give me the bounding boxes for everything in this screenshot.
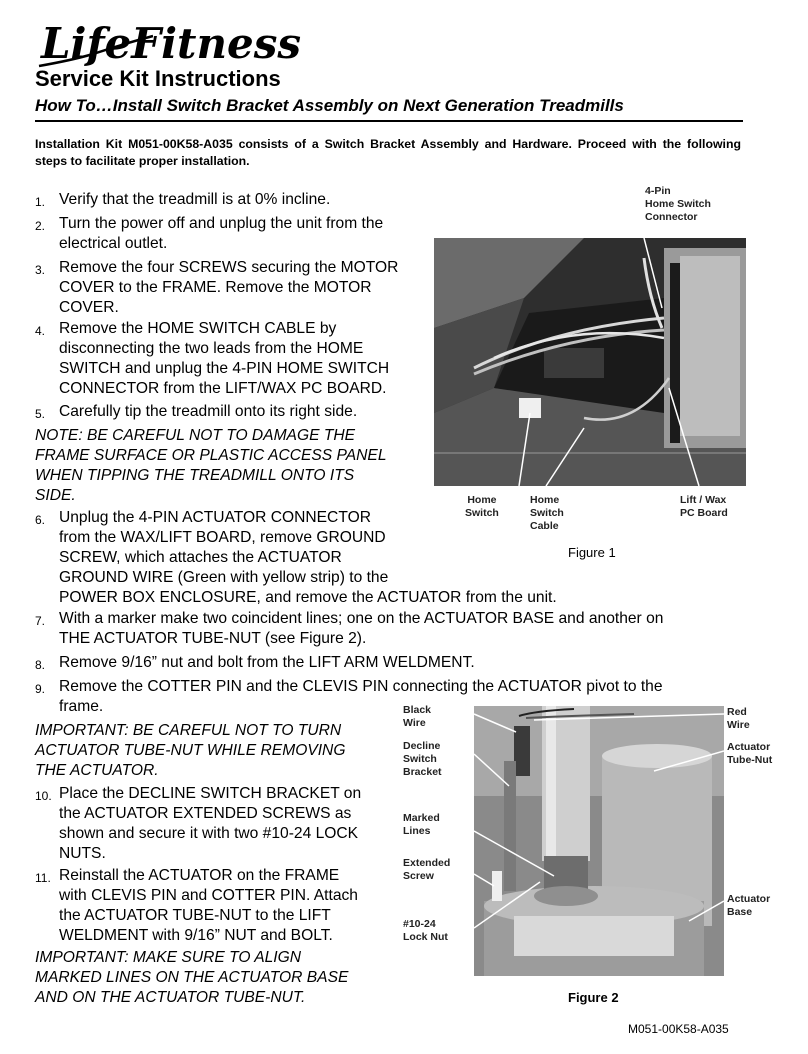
fig2-label-lock-nut: #10-24 Lock Nut bbox=[403, 918, 448, 943]
note-tipping-warning: NOTE: BE CAREFUL NOT TO DAMAGE THE FRAME SURFACE OR PLASTIC ACCESS PANEL WHEN TIPPING THE TREADMILL ONTO ITS SIDE. bbox=[35, 427, 387, 504]
fig2-label-tube-nut: Actuator Tube-Nut bbox=[727, 741, 773, 766]
fig2-label-marked-lines: Marked Lines bbox=[403, 812, 440, 837]
step-3: 3. Remove the four SCREWS securing the MOTOR COVER to the FRAME. Remove the MOTOR COVER. bbox=[35, 259, 399, 316]
fig1-label-connector: 4-Pin Home Switch Connector bbox=[645, 185, 711, 223]
step-4: 4. Remove the HOME SWITCH CABLE by disconnecting the two leads from the HOME SWITCH and unplug the 4-PIN HOME SWITCH CONNECTOR from the LIFT/WAX PC BOARD. bbox=[35, 320, 390, 397]
step-9: 9. Remove the COTTER PIN and the CLEVIS PIN connecting the ACTUATOR pivot to the frame. bbox=[35, 678, 663, 715]
fig2-label-actuator-base: Actuator Base bbox=[727, 893, 771, 918]
step-10: 10. Place the DECLINE SWITCH BRACKET on the ACTUATOR EXTENDED SCREWS as shown and secure it with two #10-24 LOCK NUTS. bbox=[35, 785, 362, 862]
page-title: Service Kit Instructions bbox=[35, 66, 281, 91]
fig1-label-home-switch: Home Switch bbox=[465, 494, 499, 519]
fig1-label-lift-wax-board: Lift / Wax PC Board bbox=[680, 494, 728, 519]
fig2-label-red-wire: Red Wire bbox=[727, 706, 750, 731]
step-6: 6. Unplug the 4-PIN ACTUATOR CONNECTOR from the WAX/LIFT BOARD, remove GROUND SCREW, which attaches the ACTUATOR GROUND WIRE (Green with yellow strip) to the POWER BOX ENCLOSURE, and remove the ACTUATOR from the unit. bbox=[35, 509, 557, 606]
figure-2-caption: Figure 2 bbox=[568, 990, 619, 1005]
important-tube-nut: IMPORTANT: BE CAREFUL NOT TO TURN ACTUATOR TUBE-NUT WHILE REMOVING THE ACTUATOR. bbox=[35, 722, 346, 779]
step-7: 7. With a marker make two coincident lines; one on the ACTUATOR BASE and another on THE ACTUATOR TUBE-NUT (see Figure 2). bbox=[35, 610, 664, 647]
fig2-label-decline-bracket: Decline Switch Bracket bbox=[403, 740, 442, 778]
figure-1-caption: Figure 1 bbox=[568, 545, 616, 560]
page-subtitle: How To…Install Switch Bracket Assembly on Next Generation Treadmills bbox=[35, 96, 624, 115]
document-code-footer: M051-00K58-A035 bbox=[628, 1022, 729, 1036]
intro-paragraph: Installation Kit M051-00K58-A035 consists of a Switch Bracket Assembly and Hardware. Proceed with the following steps to facilitate proper installation. bbox=[35, 137, 741, 168]
lifefitness-logo bbox=[33, 14, 313, 70]
figure-2-photo bbox=[474, 706, 724, 976]
step-2: 2. Turn the power off and unplug the unit from the electrical outlet. bbox=[35, 215, 384, 252]
figure-1-photo bbox=[434, 238, 746, 486]
important-align-lines: IMPORTANT: MAKE SURE TO ALIGN MARKED LINES ON THE ACTUATOR BASE AND ON THE ACTUATOR TUBE-NUT. bbox=[35, 949, 349, 1006]
fig1-label-home-switch-cable: Home Switch Cable bbox=[530, 494, 564, 532]
fig2-label-extended-screw: Extended Screw bbox=[403, 857, 451, 882]
step-11: 11. Reinstall the ACTUATOR on the FRAME with CLEVIS PIN and COTTER PIN. Attach the ACTUATOR TUBE-NUT to the LIFT WELDMENT with 9/16” NUT and BOLT. bbox=[35, 867, 358, 944]
header-divider bbox=[35, 120, 743, 122]
fig2-label-black-wire: Black Wire bbox=[403, 704, 432, 729]
svg-text:LifeFitness: LifeFitness bbox=[41, 19, 301, 68]
